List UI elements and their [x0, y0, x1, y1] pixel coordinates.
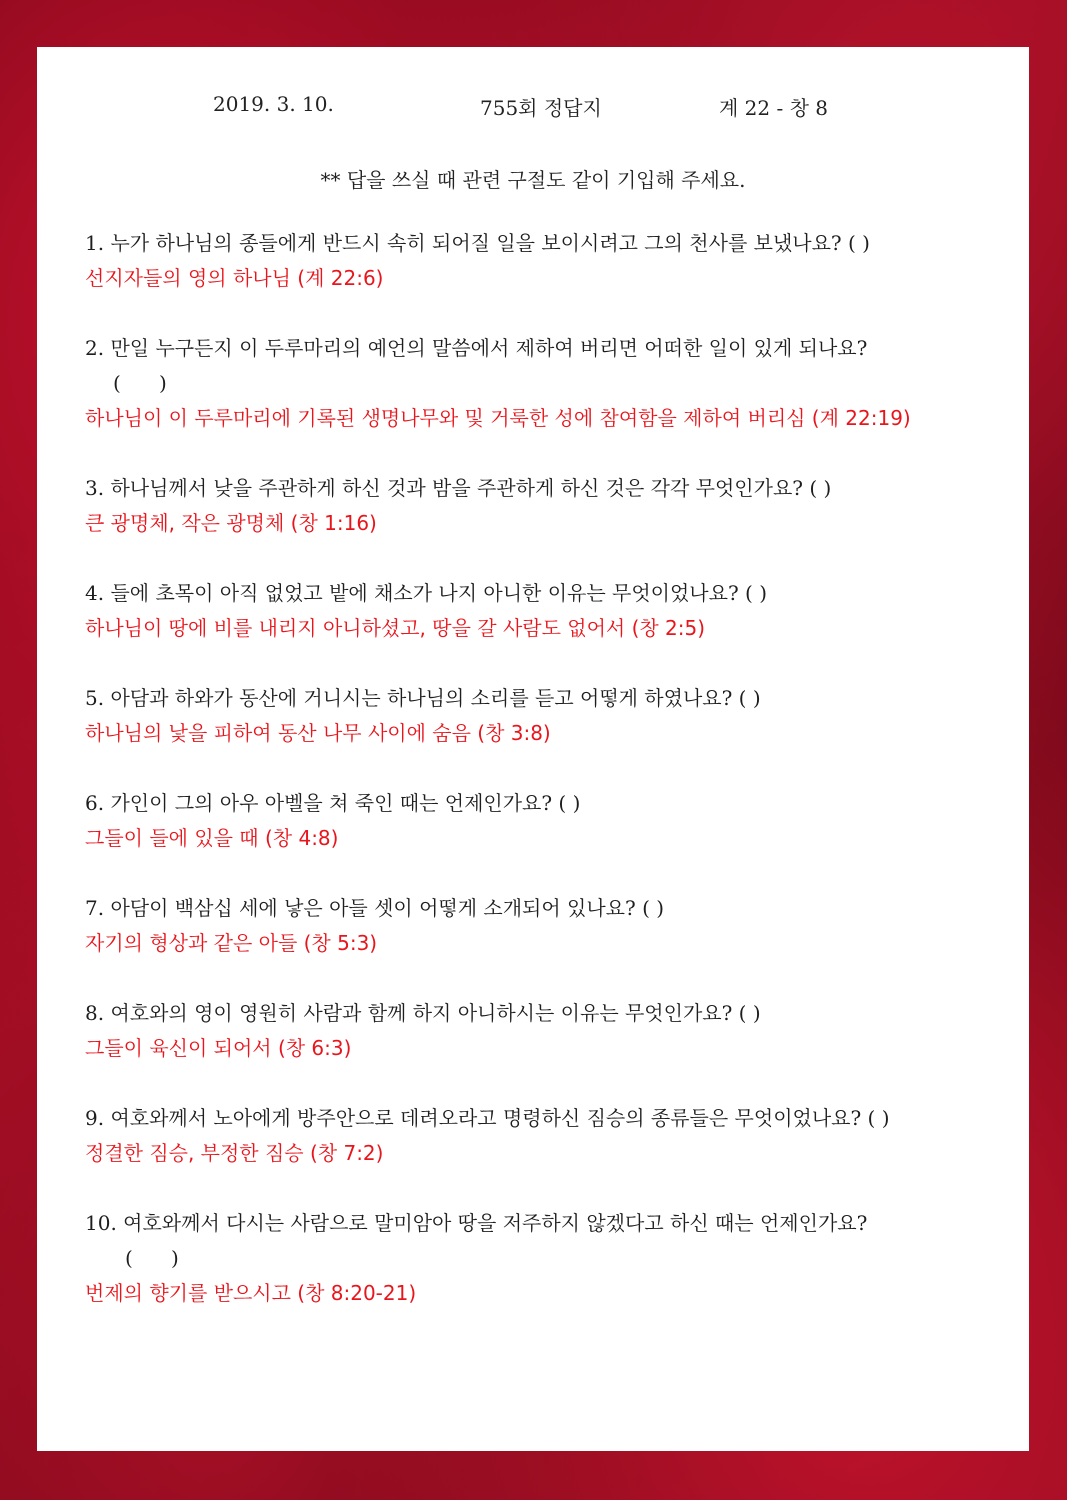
header-date: 2019. 3. 10. — [213, 92, 334, 116]
answer-text: 그들이 육신이 되어서 (창 6:3) — [85, 1036, 352, 1060]
question-item-9 — [85, 1101, 983, 1171]
question-list — [85, 226, 983, 1346]
answer-text: 하나님의 낯을 피하여 동산 나무 사이에 숨음 (창 3:8) — [85, 721, 551, 745]
answer-text: 하나님이 이 두루마리에 기록된 생명나무와 및 거룩한 성에 참여함을 제하여 버리심 (계 22:19) — [85, 406, 911, 430]
question-number: 1. — [85, 231, 105, 255]
question-item-2 — [85, 331, 983, 436]
question-number: 9. — [85, 1106, 105, 1130]
question-item-3 — [85, 471, 983, 541]
question-number: 10. — [85, 1211, 117, 1235]
answer-blank: ( ) — [113, 371, 167, 395]
question-text: 2. 만일 누구든지 이 두루마리의 예언의 말씀에서 제하여 버리면 어떠한 일이 있게 되나요? ( ) — [85, 331, 983, 401]
question-item-7 — [85, 891, 983, 961]
question-text: 9. 여호와께서 노아에게 방주안으로 데려오라고 명령하신 짐승의 종류들은 무엇이었나요? ( ) — [85, 1106, 890, 1130]
question-text: 1. 누가 하나님의 종들에게 반드시 속히 되어질 일을 보이시려고 그의 천사를 보냈나요? ( ) — [85, 231, 870, 255]
header-scripture-range: 계 22 - 창 8 — [719, 96, 829, 120]
answer-text: 그들이 들에 있을 때 (창 4:8) — [85, 826, 339, 850]
question-text: 4. 들에 초목이 아직 없었고 밭에 채소가 나지 아니한 이유는 무엇이었나요? ( ) — [85, 581, 767, 605]
question-text: 6. 가인이 그의 아우 아벨을 쳐 죽인 때는 언제인가요? ( ) — [85, 791, 581, 815]
question-text: 5. 아담과 하와가 동산에 거니시는 하나님의 소리를 듣고 어떻게 하였나요? ( ) — [85, 686, 761, 710]
instruction-note: ** 답을 쓰실 때 관련 구절도 같이 기입해 주세요. — [320, 168, 746, 192]
question-number: 5. — [85, 686, 105, 710]
question-text: 7. 아담이 백삼십 세에 낳은 아들 셋이 어떻게 소개되어 있나요? ( ) — [85, 896, 665, 920]
question-number: 6. — [85, 791, 105, 815]
question-text: 8. 여호와의 영이 영원히 사람과 함께 하지 아니하시는 이유는 무엇인가요? ( ) — [85, 1001, 761, 1025]
question-text: 3. 하나님께서 낮을 주관하게 하신 것과 밤을 주관하게 하신 것은 각각 무엇인가요? ( ) — [85, 476, 832, 500]
question-item-8 — [85, 996, 983, 1066]
question-item-10 — [85, 1206, 983, 1311]
answer-text: 정결한 짐승, 부정한 짐승 (창 7:2) — [85, 1141, 384, 1165]
answer-text: 큰 광명체, 작은 광명체 (창 1:16) — [85, 511, 377, 535]
question-number: 2. — [85, 336, 105, 360]
question-item-6 — [85, 786, 983, 856]
question-number: 7. — [85, 896, 105, 920]
answer-text: 하나님이 땅에 비를 내리지 아니하셨고, 땅을 갈 사람도 없어서 (창 2:5) — [85, 616, 706, 640]
question-number: 4. — [85, 581, 105, 605]
answer-text: 선지자들의 영의 하나님 (계 22:6) — [85, 266, 384, 290]
question-item-5 — [85, 681, 983, 751]
question-number: 3. — [85, 476, 105, 500]
question-item-4 — [85, 576, 983, 646]
answer-blank: ( ) — [125, 1246, 179, 1270]
sheet-header — [37, 92, 1029, 120]
answer-text: 번제의 향기를 받으시고 (창 8:20-21) — [85, 1281, 417, 1305]
question-number: 8. — [85, 1001, 105, 1025]
answer-text: 자기의 형상과 같은 아들 (창 5:3) — [85, 931, 378, 955]
question-item-1 — [85, 226, 983, 296]
header-title: 755회 정답지 — [480, 96, 602, 120]
question-text: 10. 여호와께서 다시는 사람으로 말미암아 땅을 저주하지 않겠다고 하신 때는 언제인가요? ( ) — [85, 1206, 983, 1276]
